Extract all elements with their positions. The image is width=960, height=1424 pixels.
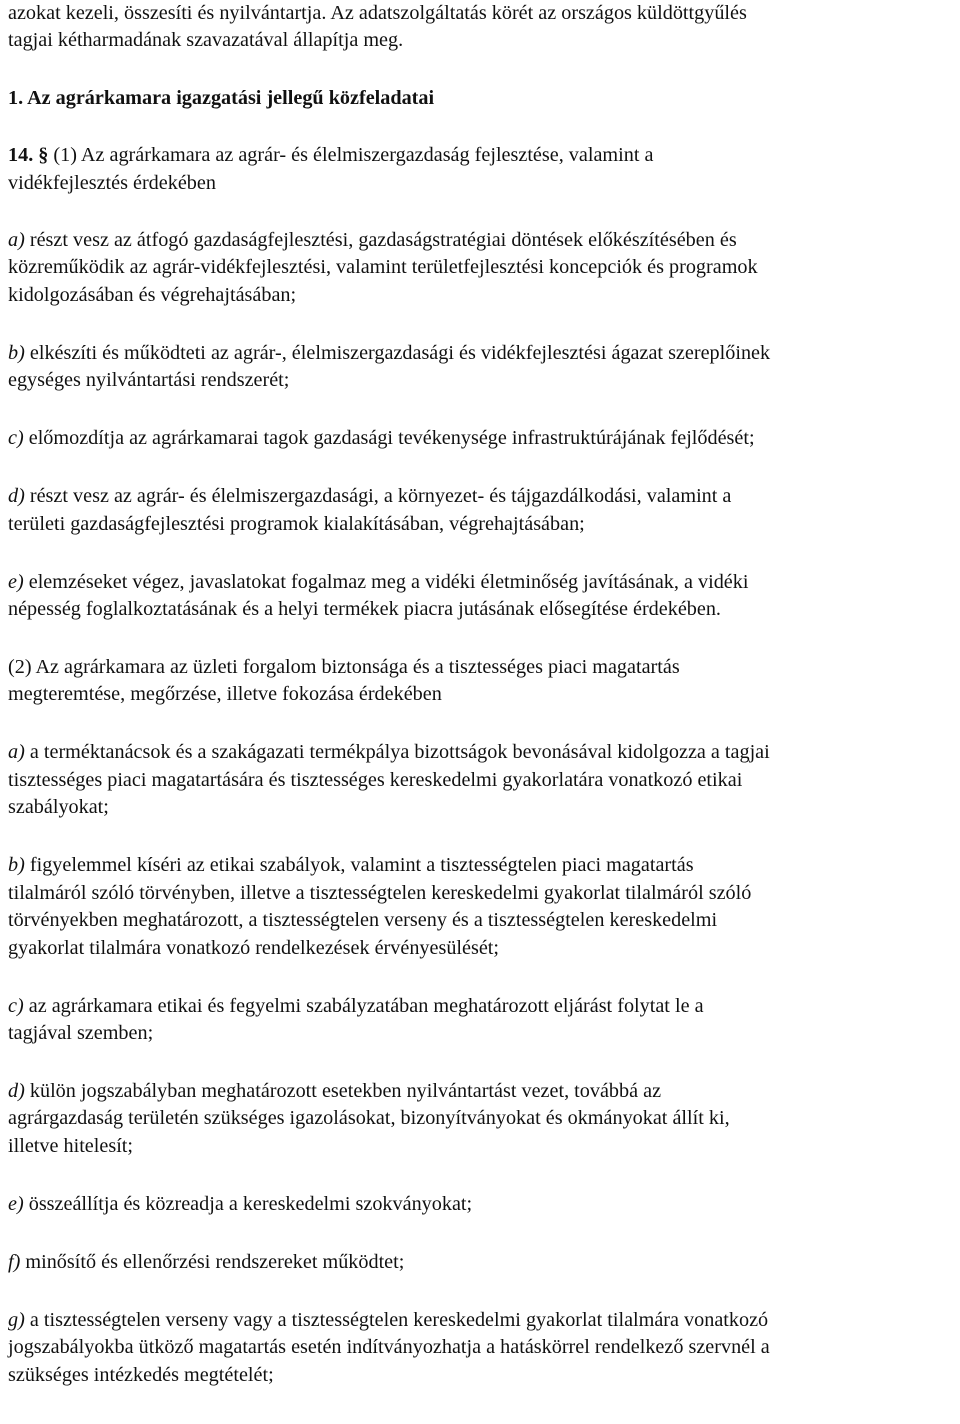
paragraph-2 — [8, 654, 958, 709]
text-line: tagjai kétharmadának szavazatával állapítja meg. — [8, 29, 404, 52]
text-line: jogszabályokba ütköző magatartás esetén indítványozhatja a hatáskörrel rendelkező szervnél a — [8, 1336, 770, 1359]
text-line: szabályokat; — [8, 796, 109, 819]
text-line: tagjával szemben; — [8, 1021, 154, 1044]
list-item — [8, 993, 958, 1048]
text-line: törvényekben meghatározott, a tisztességtelen verseny és a tisztességtelen kereskedelmi — [8, 909, 718, 932]
text-line — [8, 569, 958, 596]
section-heading: 1. Az agrárkamara igazgatási jellegű közfeladatai — [8, 86, 435, 109]
list-item — [8, 1191, 958, 1218]
item-marker: c) — [8, 427, 24, 450]
text-segment: a tisztességtelen verseny vagy a tisztességtelen kereskedelmi gyakorlat tilalmára vonatkozó — [24, 1308, 769, 1331]
list-item — [8, 1078, 958, 1160]
text-line — [8, 1307, 958, 1334]
text-segment: minősítő és ellenőrzési rendszereket működtet; — [20, 1250, 405, 1273]
text-segment: (1) Az agrárkamara az agrár- és élelmiszergazdaság fejlesztése, valamint a — [53, 144, 654, 167]
list-item — [8, 739, 958, 821]
text-line: megteremtése, megőrzése, illetve fokozása érdekében — [8, 683, 442, 706]
text-segment: előmozdítja az agrárkamarai tagok gazdasági tevékenysége infrastruktúrájának fejlődését; — [23, 427, 755, 450]
section-number: 14. — [8, 144, 34, 167]
text-segment: elemzéseket végez, javaslatokat fogalmaz meg a vidéki életminőség javításának, a vidéki — [23, 570, 749, 593]
text-line — [8, 1078, 958, 1105]
text-segment: a terméktanácsok és a szakágazati termékpálya bizottságok bevonásával kidolgozza a tagjai — [24, 741, 770, 764]
text-line: gyakorlat tilalmára vonatkozó rendelkezések érvényesülését; — [8, 936, 500, 959]
text-line: illetve hitelesít; — [8, 1134, 134, 1157]
text-line — [8, 739, 958, 766]
text-line: szükséges intézkedés megtételét; — [8, 1363, 274, 1386]
list-item — [8, 227, 958, 309]
text-line — [8, 1249, 958, 1276]
document-page — [8, 0, 958, 1389]
text-line: (2) Az agrárkamara az üzleti forgalom biztonsága és a tisztességes piaci magatartás — [8, 656, 680, 679]
text-line: közreműködik az agrár-vidékfejlesztési, valamint területfejlesztési koncepciók és programok — [8, 256, 758, 279]
item-marker: e) — [8, 570, 24, 593]
list-item — [8, 425, 958, 452]
section-symbol: § — [38, 144, 49, 167]
text-line — [8, 425, 958, 452]
item-marker: a) — [8, 229, 25, 252]
list-item — [8, 569, 958, 624]
item-marker: c) — [8, 994, 24, 1017]
text-line: azokat kezeli, összesíti és nyilvántartja. Az adatszolgáltatás körét az országos küldöttgyűlés — [8, 2, 747, 24]
text-segment: az agrárkamara etikai és fegyelmi szabályzatában meghatározott eljárást folytat le a — [23, 994, 704, 1017]
list-item — [8, 483, 958, 538]
text-line: egységes nyilvántartási rendszerét; — [8, 369, 290, 392]
text-segment: összeállítja és közreadja a kereskedelmi szokványokat; — [23, 1192, 473, 1215]
text-line — [8, 142, 958, 169]
text-segment: részt vesz az agrár- és élelmiszergazdasági, a környezet- és tájgazdálkodási, valamint a — [24, 485, 732, 508]
item-marker: a) — [8, 741, 25, 764]
item-marker: d) — [8, 1079, 25, 1102]
text-segment: elkészíti és működteti az agrár-, élelmiszergazdasági és vidékfejlesztési ágazat szereplőinek — [24, 341, 771, 364]
text-line — [8, 483, 958, 510]
item-marker: f) — [8, 1250, 21, 1273]
text-line — [8, 993, 958, 1020]
text-segment: figyelemmel kíséri az etikai szabályok, valamint a tisztességtelen piaci magatartás — [24, 854, 694, 877]
item-marker: g) — [8, 1308, 25, 1331]
item-marker: b) — [8, 854, 25, 877]
text-line — [8, 1191, 958, 1218]
section-14-paragraph — [8, 142, 958, 197]
item-marker: e) — [8, 1192, 24, 1215]
text-line: tilalmáról szóló törvényben, illetve a tisztességtelen kereskedelmi gyakorlat tilalmáról szóló — [8, 881, 752, 904]
text-line — [8, 340, 958, 367]
intro-paragraph — [8, 0, 958, 55]
item-marker: b) — [8, 341, 25, 364]
text-line — [8, 852, 958, 879]
text-line: területi gazdaságfejlesztési programok kialakításában, végrehajtásában; — [8, 512, 585, 535]
text-line: vidékfejlesztés érdekében — [8, 171, 216, 194]
item-marker: d) — [8, 485, 25, 508]
text-line: agrárgazdaság területén szükséges igazolásokat, bizonyítványokat és okmányokat állít ki, — [8, 1107, 730, 1130]
text-line: népesség foglalkoztatásának és a helyi termékek piacra jutásának elősegítése érdekében. — [8, 598, 721, 621]
text-segment: részt vesz az átfogó gazdaságfejlesztési, gazdaságstratégiai döntések előkészítésében és — [24, 229, 737, 252]
list-item — [8, 852, 958, 962]
text-line: tisztességes piaci magatartására és tisztességes kereskedelmi gyakorlatára vonatkozó etikai — [8, 768, 743, 791]
text-segment: külön jogszabályban meghatározott esetekben nyilvántartást vezet, továbbá az — [24, 1079, 662, 1102]
text-line — [8, 227, 958, 254]
text-line: kidolgozásában és végrehajtásában; — [8, 283, 297, 306]
list-item — [8, 1307, 958, 1389]
list-item — [8, 1249, 958, 1276]
list-item — [8, 340, 958, 395]
